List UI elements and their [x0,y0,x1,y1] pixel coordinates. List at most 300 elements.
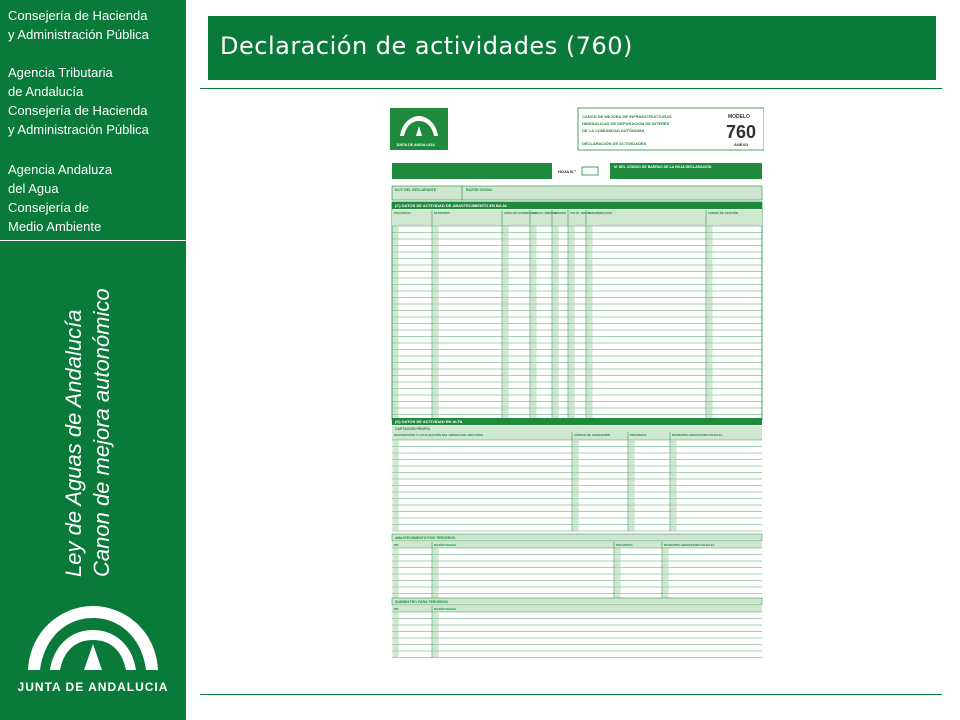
form-cell-code [393,555,399,561]
form-cell-code [531,285,537,291]
form-cell-code [671,480,677,486]
form-cell-code [433,383,439,389]
form-col-label: NIF [394,543,399,547]
form-cell-code [615,568,621,574]
form-cell-code [433,575,439,581]
form-subsection-title: ABASTECIMIENTO POR TERCEROS [395,536,456,540]
form-cell-code [433,568,439,574]
form-cell-code [707,233,713,239]
form-cell-code [503,272,509,278]
form-col-label: DENOMINACIÓN [588,211,612,215]
form-col-label: MUNICIPIO [434,211,450,215]
form-cell-code [671,525,677,531]
form-modelo-number: 760 [726,122,757,142]
form-cell-code [531,266,537,272]
form-cell-code [503,344,509,350]
form-cell-code [433,396,439,402]
form-cell-code [671,473,677,479]
form-cell-code [393,389,399,395]
form-cell-code [393,519,399,525]
form-section-title: (D) DATOS DE ACTIVIDAD EN ALTA [395,419,463,424]
form-cell-code [573,512,579,518]
form-cell-code [573,486,579,492]
form-cell-code [433,311,439,317]
form-cell-code [707,266,713,272]
form-cell-code [393,298,399,304]
form-cell-code [553,246,559,252]
form-cell-code [587,246,593,252]
form-cell-code [707,337,713,343]
form-cell-code [671,454,677,460]
form-cell-code [671,512,677,518]
form-cell-code [393,350,399,356]
form-cell-code [587,292,593,298]
form-cell-code [569,344,575,350]
form-cell-code [393,575,399,581]
form-barcode-label: Nº DEL CÓDIGO DE BARRAS DE LA HOJA DECLARACIÓN [614,165,712,169]
form-cell-code [553,266,559,272]
form-cell-code [503,253,509,259]
form-cell-code [671,499,677,505]
form-modelo-label: MODELO [728,114,750,120]
org-line: del Agua [8,181,59,196]
form-cell-code [553,383,559,389]
form-cell-code [553,350,559,356]
form-cell-code [503,259,509,265]
form-cell-code [615,588,621,594]
form-cell-code [393,363,399,369]
form-cell-code [587,344,593,350]
form-cell-code [587,233,593,239]
form-cell-code [615,549,621,555]
form-cell-code [629,467,635,473]
form-cell-code [587,305,593,311]
form-cell-code [615,555,621,561]
form-cell-code [433,331,439,337]
org-line: Consejería de [8,200,89,215]
form-cell-code [587,331,593,337]
form-cell-code [707,357,713,363]
form-cell-code [433,350,439,356]
form-cell-code [393,383,399,389]
form-cell-code [433,632,439,638]
form-cell-code [553,344,559,350]
form-cell-code [531,409,537,415]
form-cell-code [531,253,537,259]
form-cell-code [553,337,559,343]
form-cell-code [707,292,713,298]
form-cell-code [503,350,509,356]
form-cell-code [629,441,635,447]
form-col-label: PROVINCIA [616,543,633,547]
form-cell-code [503,298,509,304]
form-cell-code [531,357,537,363]
form-cell-code [531,383,537,389]
form-logo-text: JUNTA DE ANDALUCIA [396,143,435,147]
form-cell-code [433,581,439,587]
form-cell-code [587,396,593,402]
form-cell-code [503,337,509,343]
form-col-label: POLÍG. INDUS. [570,211,592,215]
form-cell-code [671,447,677,453]
form-cell-code [393,645,399,651]
form-hoja-box [582,167,598,175]
form-col-label: RAZÓN SOCIAL [434,607,457,611]
form-cell-code [553,298,559,304]
form-cell-code [553,324,559,330]
form-cell-code [433,227,439,233]
form-cell-code [573,467,579,473]
form-cell-code [569,272,575,278]
form-cell-code [531,350,537,356]
form-cell-code [569,253,575,259]
form-cell-code [433,337,439,343]
form-col-label: PROVINCIA [630,433,647,437]
title-bar [208,16,936,80]
form-cell-code [573,519,579,525]
form-cell-code [531,396,537,402]
form-cell-code [707,272,713,278]
form-cell-code [569,370,575,376]
form-cell-code [553,292,559,298]
form-cell-code [433,272,439,278]
form-cell-code [433,318,439,324]
form-cell-code [503,409,509,415]
form-cell-code [503,357,509,363]
form-cell-code [587,402,593,408]
form-cell-code [587,409,593,415]
form-cell-code [433,619,439,625]
org-line: Consejería de Hacienda [8,103,148,118]
form-cell-code [707,376,713,382]
form-cell-code [503,266,509,272]
form-cell-code [573,499,579,505]
form-cell-code [393,331,399,337]
form-cell-code [393,357,399,363]
form-cell-code [569,227,575,233]
form-cell-code [553,227,559,233]
form-cell-code [531,240,537,246]
form-cell-code [707,363,713,369]
form-cell-code [433,240,439,246]
form-cell-code [531,370,537,376]
form-cell-code [433,305,439,311]
form-cell-code [433,409,439,415]
form-cell-code [569,279,575,285]
form-cell-code [393,370,399,376]
org-line: y Administración Pública [8,27,149,42]
form-cell-code [393,292,399,298]
form-cell-code [393,253,399,259]
form-cell-code [531,344,537,350]
form-cell-code [615,581,621,587]
form-col-label: FORMA DE GESTIÓN [708,211,739,215]
form-cell-code [569,292,575,298]
form-cell-code [629,506,635,512]
form-cell-code [629,486,635,492]
form-cell-code [707,259,713,265]
form-cell-code [707,318,713,324]
form-cell-code [569,259,575,265]
form-cell-code [433,639,439,645]
form-cell-code [573,454,579,460]
form-cell-code [553,363,559,369]
form-cell-code [531,279,537,285]
form-cell-code [671,460,677,466]
form-cell-code [629,480,635,486]
form-cell-code [707,246,713,252]
vertical-title-line: Ley de Aguas de Andalucía [61,309,86,577]
sidebar [0,0,186,720]
form-cell-code [503,233,509,239]
form-col-label: NIF [394,607,399,611]
sidebar-divider [0,240,186,241]
junta-andalucia-logo-icon [22,600,164,678]
form-cell-code [433,357,439,363]
form-cell-code [553,357,559,363]
form-cell-code [393,324,399,330]
form-cell-code [569,337,575,343]
form-cell-code [573,460,579,466]
form-col-label: MUNICIPIO ABASTECIDO EN BAJA [672,433,723,437]
form-cell-code [569,246,575,252]
form-cell-code [433,588,439,594]
form-cell-code [393,486,399,492]
form-cell-code [503,389,509,395]
form-declarant-label: N.I.F. DEL DECLARANTE [395,188,437,192]
form-cell-code [707,305,713,311]
form-col-label: MUNICIPIO ABASTECIDO EN BAJA [664,543,715,547]
form-col-label: DESCRIPCIÓN Y LOCALIZACIÓN DEL ORIGEN DEL RECURSO [394,433,484,437]
form-cell-code [629,454,635,460]
form-cell-code [531,324,537,330]
form-cell-code [531,376,537,382]
form-declarant-label: RAZÓN SOCIAL [466,188,493,192]
form-cell-code [503,376,509,382]
form-cell-code [393,499,399,505]
form-cell-code [587,259,593,265]
form-cell-code [707,311,713,317]
form-cell-code [433,344,439,350]
form-cell-code [393,396,399,402]
form-cell-code [671,486,677,492]
org-line: Consejería de Hacienda [8,8,148,23]
form-anexo-label: ANEXO [734,142,749,147]
form-cell-code [393,549,399,555]
form-cell-code [587,279,593,285]
form-cell-code [587,324,593,330]
form-cell-code [587,370,593,376]
form-cell-code [393,652,399,658]
form-cell-code [663,549,669,555]
form-subsection-title: SUMINISTRO PARA TERCEROS [395,600,448,604]
form-cell-code [569,311,575,317]
form-cell-code [553,233,559,239]
form-cell-code [629,512,635,518]
form-cell-code [433,402,439,408]
form-cell-code [393,562,399,568]
form-760-image [390,106,764,662]
org-block-agencia-agua [8,160,112,236]
form-cell-code [707,253,713,259]
form-cell-code [553,409,559,415]
form-cell-code [393,240,399,246]
form-heading-line: DE LA COMUNIDAD AUTÓNOMA [582,128,645,133]
form-col-label: ZONA DE SUMINISTRO [504,211,538,215]
form-cell-code [707,298,713,304]
form-cell-code [573,441,579,447]
form-cell-code [503,279,509,285]
form-cell-code [569,305,575,311]
form-cell-code [393,467,399,473]
form-cell-code [531,305,537,311]
org-line: Agencia Andaluza [8,162,113,177]
form-cell-code [393,344,399,350]
org-line: de Andalucía [8,84,84,99]
form-cell-code [629,493,635,499]
vertical-title-line: Canon de mejora autonómico [89,288,114,577]
form-cell-code [433,549,439,555]
form-cell-code [503,227,509,233]
form-cell-code [531,272,537,278]
form-cell-code [393,246,399,252]
form-cell-code [671,506,677,512]
form-cell-code [433,233,439,239]
form-cell-code [531,227,537,233]
form-hoja-label: HOJA N.º [558,169,576,174]
form-cell-code [393,318,399,324]
form-cell-code [553,331,559,337]
form-cell-code [433,376,439,382]
form-cell-code [433,259,439,265]
vertical-title [60,257,116,577]
form-cell-code [393,233,399,239]
form-cell-code [433,246,439,252]
form-cell-code [433,389,439,395]
form-cell-code [531,337,537,343]
org-block-agencia-tributaria [8,63,149,139]
form-cell-code [569,350,575,356]
form-cell-code [503,240,509,246]
form-cell-code [531,402,537,408]
form-cell-code [531,363,537,369]
form-cell-code [393,447,399,453]
form-cell-code [573,506,579,512]
form-cell-code [531,311,537,317]
form-col-label: CÓDIGO DE CONCESIÓN [574,433,611,437]
form-cell-code [569,357,575,363]
form-cell-code [393,506,399,512]
form-cell-code [393,454,399,460]
form-cell-code [569,324,575,330]
form-cell-code [569,298,575,304]
form-subsection-bar [392,426,762,432]
form-cell-code [569,389,575,395]
form-cell-code [569,285,575,291]
form-cell-code [671,441,677,447]
form-cell-code [393,512,399,518]
form-cell-code [707,344,713,350]
form-cell-code [569,233,575,239]
form-hoja-bar [392,163,552,179]
form-cell-code [707,331,713,337]
form-cell-code [393,613,399,619]
form-cell-code [663,581,669,587]
form-cell-code [587,266,593,272]
form-cell-code [553,285,559,291]
page-title: Declaración de actividades (760) [220,32,633,60]
form-cell-code [503,324,509,330]
form-cell-code [569,376,575,382]
form-cell-code [629,473,635,479]
form-heading-line: DECLARACIÓN DE ACTIVIDADES [582,141,647,146]
form-cell-code [433,292,439,298]
form-cell-code [615,575,621,581]
form-cell-code [629,525,635,531]
form-cell-code [707,227,713,233]
form-col-label: RAZÓN SOCIAL [434,543,457,547]
bottom-rule [200,694,942,695]
form-cell-code [615,562,621,568]
form-cell-code [629,447,635,453]
form-cell-code [531,292,537,298]
form-cell-code [587,311,593,317]
form-cell-code [393,525,399,531]
form-cell-code [573,493,579,499]
form-cell-code [569,409,575,415]
form-cell-code [503,396,509,402]
form-cell-code [553,402,559,408]
form-cell-code [393,409,399,415]
form-cell-code [569,331,575,337]
form-heading-line: HIDRÁULICAS DE DEPURACIÓN DE INTERÉS [582,121,670,126]
form-cell-code [503,370,509,376]
form-cell-code [587,350,593,356]
form-cell-code [433,613,439,619]
form-cell-code [553,389,559,395]
form-cell-code [707,285,713,291]
form-cell-code [393,568,399,574]
form-cell-code [707,350,713,356]
form-cell-code [393,639,399,645]
form-subsection-title: CAPTACIÓN PROPIA [395,427,430,431]
form-cell-code [433,562,439,568]
form-cell-code [393,441,399,447]
form-cell-code [553,240,559,246]
form-cell-code [531,318,537,324]
form-cell-code [707,279,713,285]
form-cell-code [573,480,579,486]
form-cell-code [707,389,713,395]
form-cell-code [531,259,537,265]
form-cell-code [629,519,635,525]
org-line: Medio Ambiente [8,219,102,234]
form-cell-code [587,357,593,363]
form-cell-code [553,259,559,265]
form-cell-code [503,305,509,311]
form-cell-code [433,285,439,291]
form-cell-code [433,298,439,304]
form-cell-code [553,272,559,278]
form-cell-code [531,331,537,337]
form-cell-code [433,645,439,651]
form-cell-code [503,402,509,408]
form-cell-code [393,480,399,486]
form-col-label: PROVINCIA [394,211,411,215]
form-cell-code [587,389,593,395]
form-cell-code [573,447,579,453]
form-cell-code [569,383,575,389]
